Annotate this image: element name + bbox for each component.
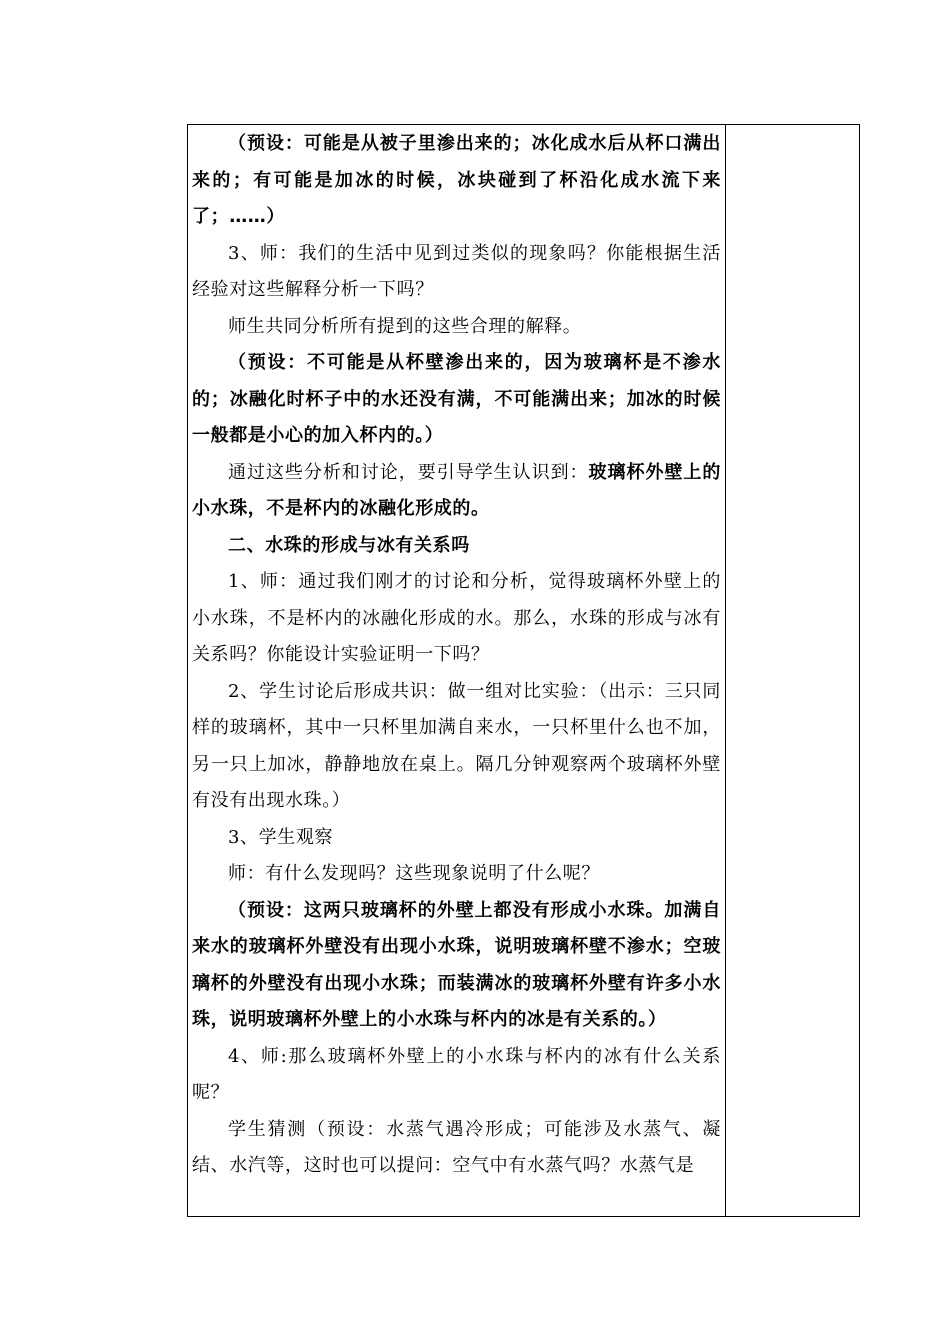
lesson-paragraph xyxy=(192,820,721,857)
notes-cell xyxy=(726,125,859,1216)
lesson-paragraph xyxy=(192,345,721,455)
lesson-paragraph xyxy=(192,564,721,674)
lesson-table xyxy=(187,124,860,1217)
lesson-paragraph xyxy=(192,528,721,565)
bold-text: （预设：不可能是从杯壁渗出来的，因为玻璃杯是不渗水的；冰融化时杯子中的水还没有满，不可能满出来；加冰的时候一般都是小心的加入杯内的。） xyxy=(192,352,721,446)
bold-text: （预设：可能是从被子里渗出来的；冰化成水后从杯口满出来的；有可能是加冰的时候，冰块碰到了杯沿化成水流下来了；……） xyxy=(192,133,721,227)
lesson-paragraph xyxy=(192,309,721,346)
body-text: 通过这些分析和讨论，要引导学生认识到： xyxy=(228,461,589,483)
bold-text: 玻璃杯外壁上的小水珠，不是杯内的冰融化形成的。 xyxy=(192,461,722,519)
body-text: 3、师：我们的生活中见到过类似的现象吗？你能根据生活经验对这些解释分析一下吗？ xyxy=(192,242,721,300)
lesson-paragraph xyxy=(192,1039,721,1112)
lesson-paragraph xyxy=(192,856,721,893)
bold-text: （预设：这两只玻璃杯的外壁上都没有形成小水珠。加满自来水的玻璃杯外壁没有出现小水珠，说明玻璃杯壁不渗水；空玻璃杯的外壁没有出现小水珠；而装满冰的玻璃杯外壁有许多小水珠，说明玻璃杯外壁上的小水珠与杯内的冰是有关系的。） xyxy=(192,899,721,1030)
lesson-paragraph xyxy=(192,236,721,309)
body-text: 3、学生观察 xyxy=(228,826,334,848)
body-text: 师生共同分析所有提到的这些合理的解释。 xyxy=(228,315,582,337)
bold-text: 二、水珠的形成与冰有关系吗 xyxy=(228,534,470,556)
body-text: 1、师：通过我们刚才的讨论和分析，觉得玻璃杯外壁上的小水珠，不是杯内的冰融化形成的水。那么，水珠的形成与冰有关系吗？你能设计实验证明一下吗？ xyxy=(192,571,721,665)
lesson-paragraph xyxy=(192,126,721,236)
body-text: 学生猜测（预设：水蒸气遇冷形成；可能涉及水蒸气、凝结、水汽等，这时也可以提问：空气中有水蒸气吗？水蒸气是 xyxy=(192,1118,721,1176)
lesson-paragraph xyxy=(192,893,721,1039)
lesson-paragraph xyxy=(192,674,721,820)
lesson-content-cell xyxy=(192,125,721,1185)
body-text: 4、师:那么玻璃杯外壁上的小水珠与杯内的冰有什么关系呢？ xyxy=(192,1045,721,1103)
body-text: 师：有什么发现吗？这些现象说明了什么呢？ xyxy=(228,863,600,884)
body-text: 2、学生讨论后形成共识：做一组对比实验：（出示：三只同样的玻璃杯，其中一只杯里加满自来水，一只杯里什么也不加，另一只上加冰，静静地放在桌上。隔几分钟观察两个玻璃杯外壁有没有出现水珠。） xyxy=(192,680,721,811)
lesson-paragraph xyxy=(192,1112,721,1185)
lesson-paragraph xyxy=(192,455,721,528)
